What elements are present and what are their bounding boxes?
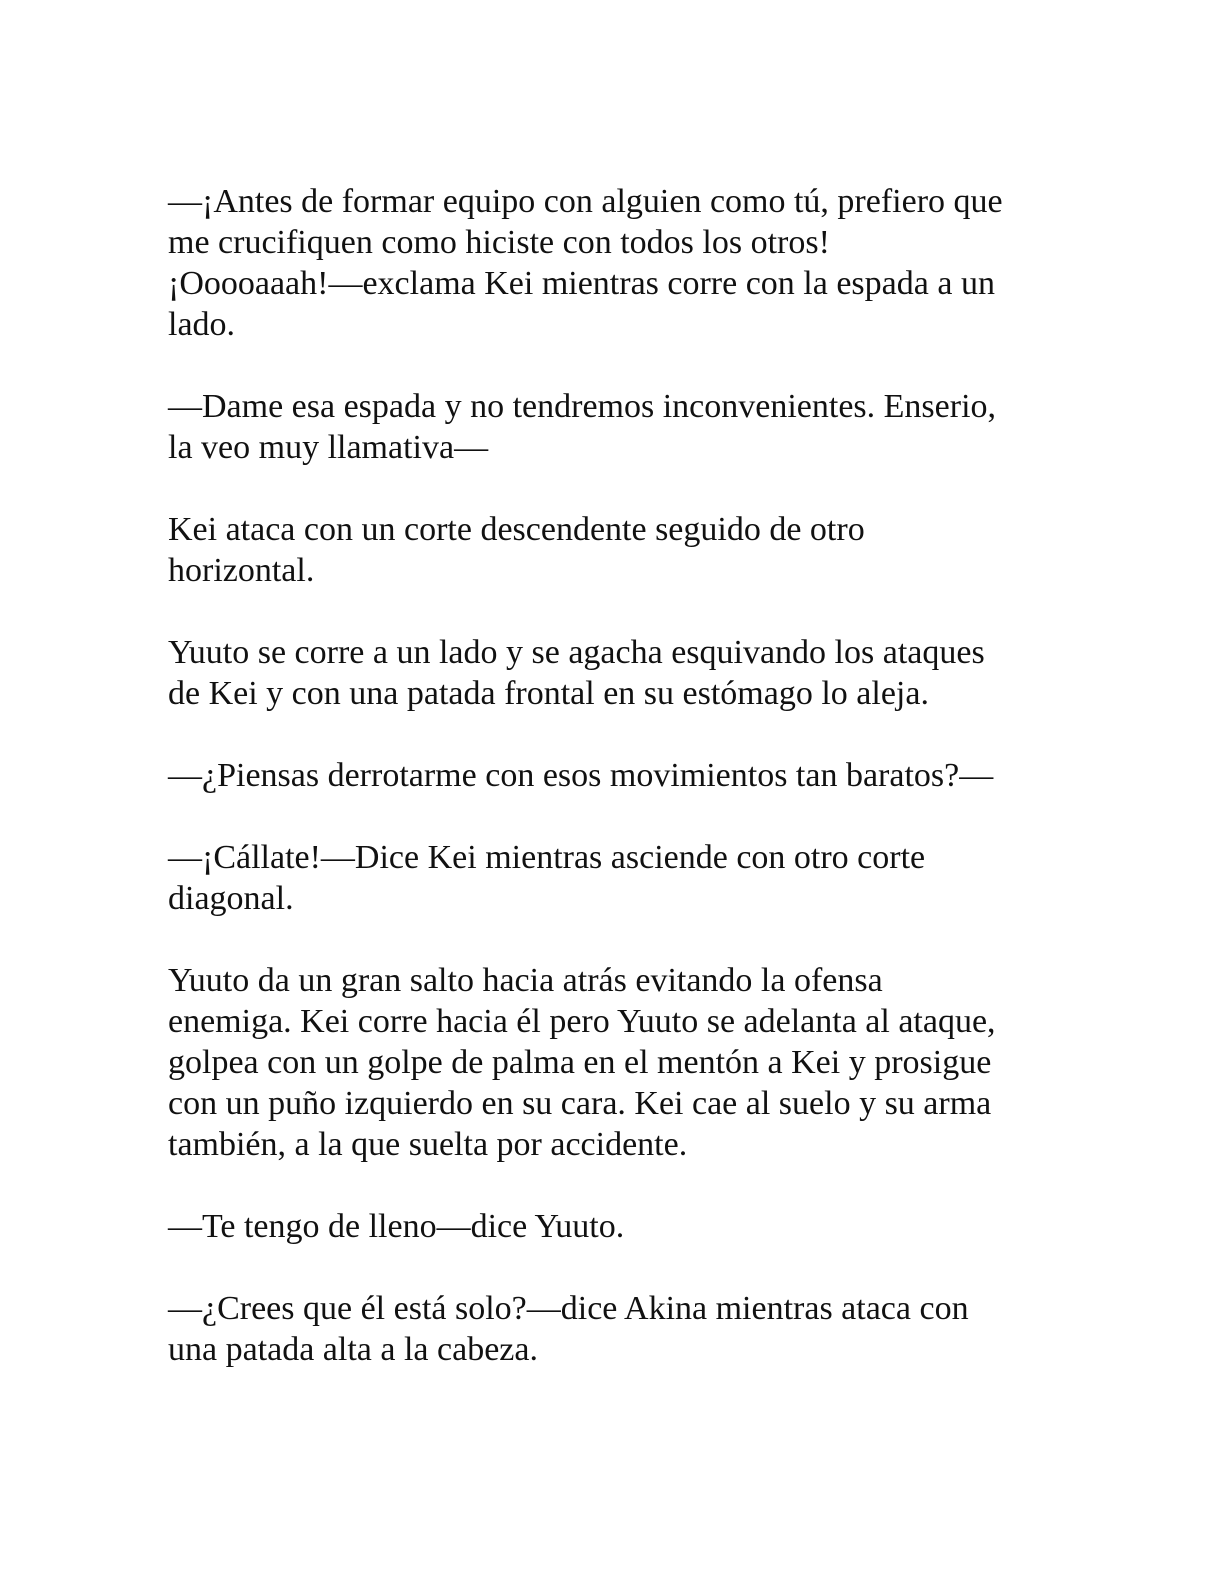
paragraph-3: Kei ataca con un corte descendente seguido de otro horizontal. bbox=[168, 511, 865, 589]
paragraph-8: —Te tengo de lleno—dice Yuuto. bbox=[168, 1208, 625, 1245]
paragraph-6: —¡Cállate!—Dice Kei mientras asciende con otro corte diagonal. bbox=[168, 839, 926, 917]
paragraph-5: —¿Piensas derrotarme con esos movimientos tan baratos?— bbox=[168, 757, 994, 794]
paragraph-4: Yuuto se corre a un lado y se agacha esquivando los ataques de Kei y con una patada frontal en su estómago lo aleja. bbox=[168, 634, 985, 712]
paragraph-1: —¡Antes de formar equipo con alguien como tú, prefiero que me crucifiquen como hiciste con todos los otros! ¡Ooooaaah!—exclama Kei mientras corre con la espada a un lado. bbox=[168, 183, 1003, 343]
paragraph-7: Yuuto da un gran salto hacia atrás evitando la ofensa enemiga. Kei corre hacia él pero Yuuto se adelanta al ataque, golpea con un golpe de palma en el mentón a Kei y prosigue con un puño izquierdo en su cara. Kei cae al suelo y su arma también, a la que suelta por accidente. bbox=[168, 962, 996, 1163]
paragraph-9: —¿Crees que él está solo?—dice Akina mientras ataca con una patada alta a la cabeza. bbox=[168, 1290, 969, 1368]
document-page bbox=[168, 181, 1058, 1411]
paragraph-2: —Dame esa espada y no tendremos inconvenientes. Enserio, la veo muy llamativa— bbox=[168, 388, 997, 466]
